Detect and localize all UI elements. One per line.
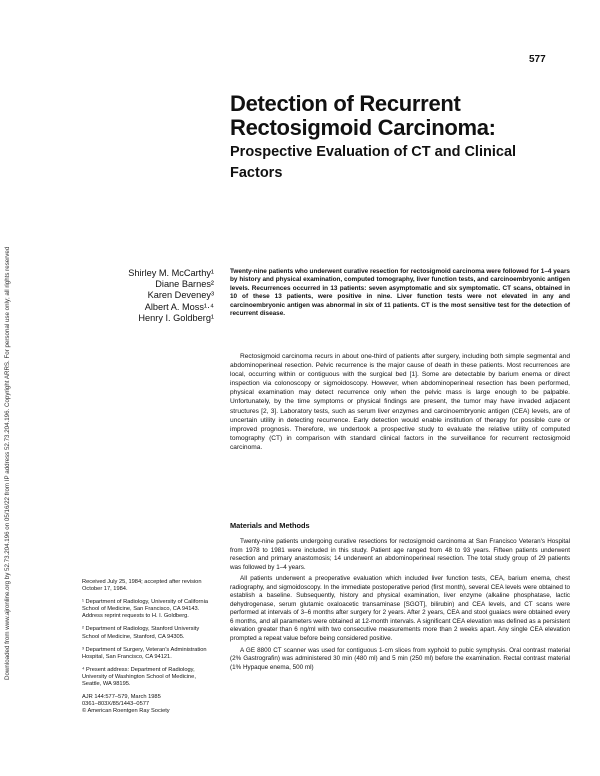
issn-line: 0361–803X/85/1443–0577 [82, 701, 150, 708]
author-name: Diane Barnes² [155, 279, 214, 290]
page-number: 577 [529, 54, 546, 65]
article-title: Detection of Recurrent Rectosigmoid Carcinoma: [230, 91, 496, 140]
affiliation-footnote: ³ Department of Surgery, Veteran's Administration Hospital, San Francisco, CA 94121. [82, 646, 207, 660]
download-watermark: Downloaded from www.ajronline.org by 52.73.204.196 on 05/16/22 from IP address 52.73.204.196. Copyright ARRS. For personal use only; all rights reserved [4, 246, 11, 680]
author-name: Albert A. Moss¹·⁴ [144, 301, 214, 312]
author-name: Henry I. Goldberg¹ [138, 312, 214, 323]
affiliation-footnote: ¹ Department of Radiology, University of California School of Medicine, San Francisco, CA 94143. Address reprint requests to H. I. Goldberg. [82, 599, 209, 620]
received-note: Received July 25, 1984; accepted after revision October 17, 1984. [82, 579, 202, 593]
footnotes [82, 579, 210, 715]
affiliation-footnote: ⁴ Present address: Department of Radiology, University of Washington School of Medicine, Seattle, WA 98195. [82, 666, 196, 688]
introduction-paragraph: Rectosigmoid carcinoma recurs in about one-third of patients after surgery, including both simple segmental and abdominoperineal resection. Pelvic recurrence is the major cause of death in these patients. Most recurrences are local, occurring within or contiguous with the surgical bed [1]. Some are detectable by barium enema or direct inspection via colonoscopy or sigmoidoscopy. However, when abdominoperineal resection has been performed, physical examination may detect recurrence only when the pelvic mass is large enough to be palpable. Unfortunately, by the time symptoms or physical findings are present, the tumor may have invaded adjacent structures [2, 3]. Laboratory tests, such as serum liver enzymes and carcinoembryonic antigen (CEA) levels, are of uncertain utility in detecting recurrence. Early detection would enable institution of therapy for possible cure or improved prognosis. Therefore, we undertook a prospective study to evaluate the relative utility of computed tomography (CT) in comparison with standard clinical factors in the surveillance for recurrent rectosigmoid carcinoma. [230, 353, 570, 451]
affiliation-footnote: ² Department of Radiology, Stanford University School of Medicine, Stanford, CA 94305. [82, 626, 200, 640]
methods-section [230, 538, 570, 675]
body-paragraph: Twenty-nine patients undergoing curative resections for rectosigmoid carcinoma at San Francisco Veteran's Hospital from 1978 to 1981 were included in this study. Patient age ranged from 48 to 93 years. Fifteen patients underwent resection and primary anastomosis; 14 underwent an abdominoperineal resection. The total study group of 29 patients was followed by 1–4 years. [230, 538, 570, 571]
section-heading-methods: Materials and Methods [230, 521, 310, 530]
author-list [100, 268, 214, 324]
body-paragraph: All patients underwent a preoperative evaluation which included liver function tests, CEA, barium enema, chest radiography, and sigmoidoscopy. In the immediate postoperative period (first month), several CEA levels were obtained to establish a baseline. Subsequently, history and physical examination, liver enzyme (alkaline phosphatase, lactic dehydrogenase, serum glutamic oxaloacetic transaminase [SGOT], bilirubin) and CEA levels, and CT scans were performed at intervals of 3–6 months after surgery for 2 years. After 2 years, CEA and stool guaiacs were obtained every 6 months, and all parameters were obtained at 12-month intervals. A significant CEA elevation was defined as a persistent elevation greater than 6 ng/ml with two consecutive measurements more than 2 weeks apart. Any single CEA elevation prompted a repeat value before being considered positive. [230, 575, 570, 643]
abstract: Twenty-nine patients who underwent curative resection for rectosigmoid carcinoma were followed for 1–4 years by history and physical examination, computed tomography, liver function tests, and carcinoembryonic antigen levels. Recurrences occurred in 13 patients: seven asymptomatic and six symptomatic. CT scans, obtained in 10 of these 13 patients, were positive in nine. Liver function tests were not elevated in any and carcinoembryonic antigen was abnormal in six of 11 patients. CT is the most sensitive test for the detection of recurrent disease. [230, 268, 570, 318]
body-paragraph: A GE 8800 CT scanner was used for contiguous 1-cm slices from xyphoid to pubic symphysis. Oral contrast material (2% Gastrografin) was administered 30 min (480 ml) and 5 min (250 ml) before the examination. Rectal contrast material (1% Hypaque enema, 500 ml) [230, 646, 570, 671]
journal-citation: AJR 144:577–579, March 1985 [82, 694, 161, 701]
article-subtitle: Prospective Evaluation of CT and Clinical Factors [230, 144, 517, 181]
author-name: Karen Deveney³ [147, 290, 214, 301]
copyright-line: © American Roentgen Ray Society [82, 708, 170, 715]
author-name: Shirley M. McCarthy¹ [128, 268, 214, 278]
